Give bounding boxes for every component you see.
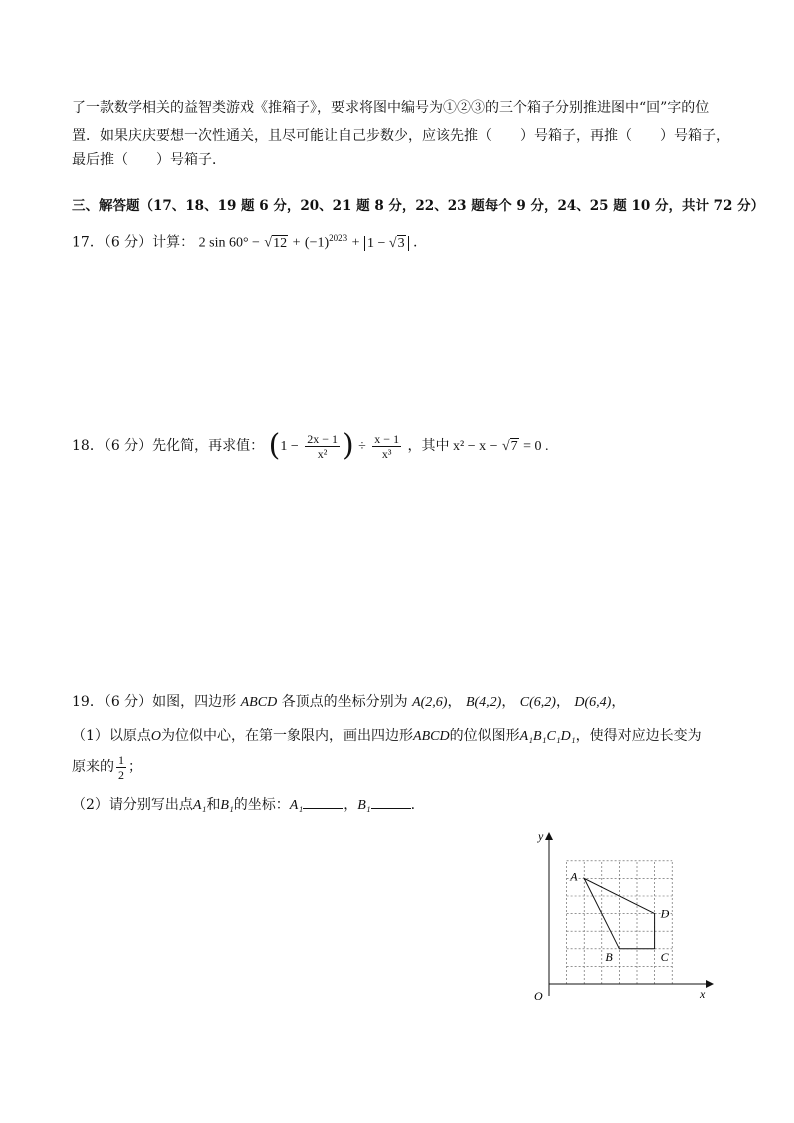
origin-label: O [534,989,543,1003]
q19-part1-o: O [150,729,162,744]
axes [534,829,714,1003]
intro-line-3: 最后推（ ）号箱子． [72,152,226,168]
q19-part1-b: 为位似中心，在第一象限内，画出四边形 [161,728,414,744]
y-axis-arrow [545,832,553,840]
q18-num1: 2x − 1 [307,431,338,446]
q19-sep-4: ， [611,694,626,710]
q19-sep-1: ， [447,694,462,710]
q19-part-1-cont [72,752,142,782]
q19-part2-a1: A₁ [192,798,207,813]
q19-part2-end: . [410,797,416,813]
intro-line-2: 置．如果庆庆要想一次性通关，且尽可能让自己步数少，应该先推（ ）号箱子，再推（ ）号箱子， [72,128,730,144]
q19-answer-blank-b1[interactable] [371,794,411,809]
q18-cond-end: = 0 . [523,439,549,454]
q17-end: . [413,234,418,251]
q19-label: 19．（6 分）如图，四边形 [72,694,237,710]
y-axis-label: y [538,829,544,843]
q19-part1-f: ，使得对应边长变为 [575,728,702,744]
grid-lines [567,861,673,984]
q19-point-a: A(2,6) [412,695,448,710]
question-18: 18．（6 分）先化简，再求值： (1 − $\frac{2x - 1}{\text{x²}}$ ) ÷ $\frac{x - 1}{\text{x³}}$ ，其中 x² − x − √7 = 0 . [72,428,549,463]
q19-part1-a: （1）以原点 [72,728,151,744]
q19-part-1 [72,726,702,747]
q19-half [116,753,126,782]
x-axis-arrow [706,980,714,988]
q19-part-2 [72,794,415,816]
q19-part2-b: 的坐标： [233,797,290,813]
q19-part2-b1: B₁ [220,798,234,813]
q19-sep-3: ， [555,694,570,710]
q17-label: 17．（6 分）计算： [72,234,195,251]
q19-half-num: 1 [118,752,124,767]
question-19 [72,692,625,713]
q18-sqrt7: 7 [510,439,518,454]
q19-part2-a: （2）请分别写出点 [72,797,193,813]
q19-part1-c: ABCD [413,729,450,744]
question-17: 17．（6 分）计算： 2 $\sin 60^\circ - √12 + (-1)^{2023} + 1 - √3$ . [72,233,418,251]
q19-half-den: 2 [118,767,124,782]
q18-den2: x³ [381,446,392,461]
q18-cond: ，其中 x² − x − [407,439,498,454]
q18-frac-2 [372,432,401,461]
q18-label: 18．（6 分）先化简，再求值： [72,438,265,454]
q18-div: ÷ [358,439,366,454]
q19-part1-h: ； [128,759,142,775]
q19-part2-comma: ， [343,797,358,813]
q19-answer-blank-a1[interactable] [303,794,343,809]
q17-plus1: + [292,235,301,251]
vertex-label-d: D [660,906,670,921]
q17-abs-a: 1 − [366,235,386,251]
vertex-label-b: B [605,949,613,964]
q19-part2-a1-answer-label: A₁ [289,798,304,813]
q19-part1-e: A₁B₁C₁D₁ [519,729,576,744]
q19-text: 各顶点的坐标分别为 [281,694,408,710]
q19-point-c: C(6,2) [519,695,556,710]
q19-point-d: D(6,4) [574,695,612,710]
intro-line-1: 了一款数学相关的益智类游戏《推箱子》，要求将图中编号为①②③的三个箱子分别推进图中“回”字的位 [72,100,710,116]
q17-abs: 1 − √3 [364,236,409,251]
coordinate-figure [520,826,720,1006]
q19-part1-g: 原来的 [72,759,114,775]
vertex-label-a: A [570,869,578,884]
q18-frac-1 [305,432,340,461]
q17-sqrt12: 12 [273,235,288,251]
q19-part2-and: 和 [206,797,221,813]
q18-den1: x² [317,446,328,461]
q17-neg1: (−1) [304,235,330,251]
q19-sep-2: ， [501,694,516,710]
q18-one-minus: 1 − [280,439,299,454]
q19-part1-d: 的位似图形 [449,728,520,744]
q17-expr-a: 2 sin 60° − [198,235,260,251]
q18-num2: x − 1 [374,431,400,446]
section-3-heading: 三、解答题（17、18、19 题 6 分，20、21 题 8 分，22、23 题每个 9 分，24、25 题 10 分，共计 72 分） [72,198,765,214]
x-axis-label: x [700,987,706,1001]
q19-point-b: B(4,2) [465,695,502,710]
vertex-label-c: C [660,949,669,964]
q17-plus2: + [351,235,360,251]
q17-sqrt3: 3 [397,235,405,251]
q19-shape: ABCD [240,695,278,710]
q17-exp: 2023 [329,233,348,243]
q19-part2-b1-answer-label: B₁ [357,798,371,813]
